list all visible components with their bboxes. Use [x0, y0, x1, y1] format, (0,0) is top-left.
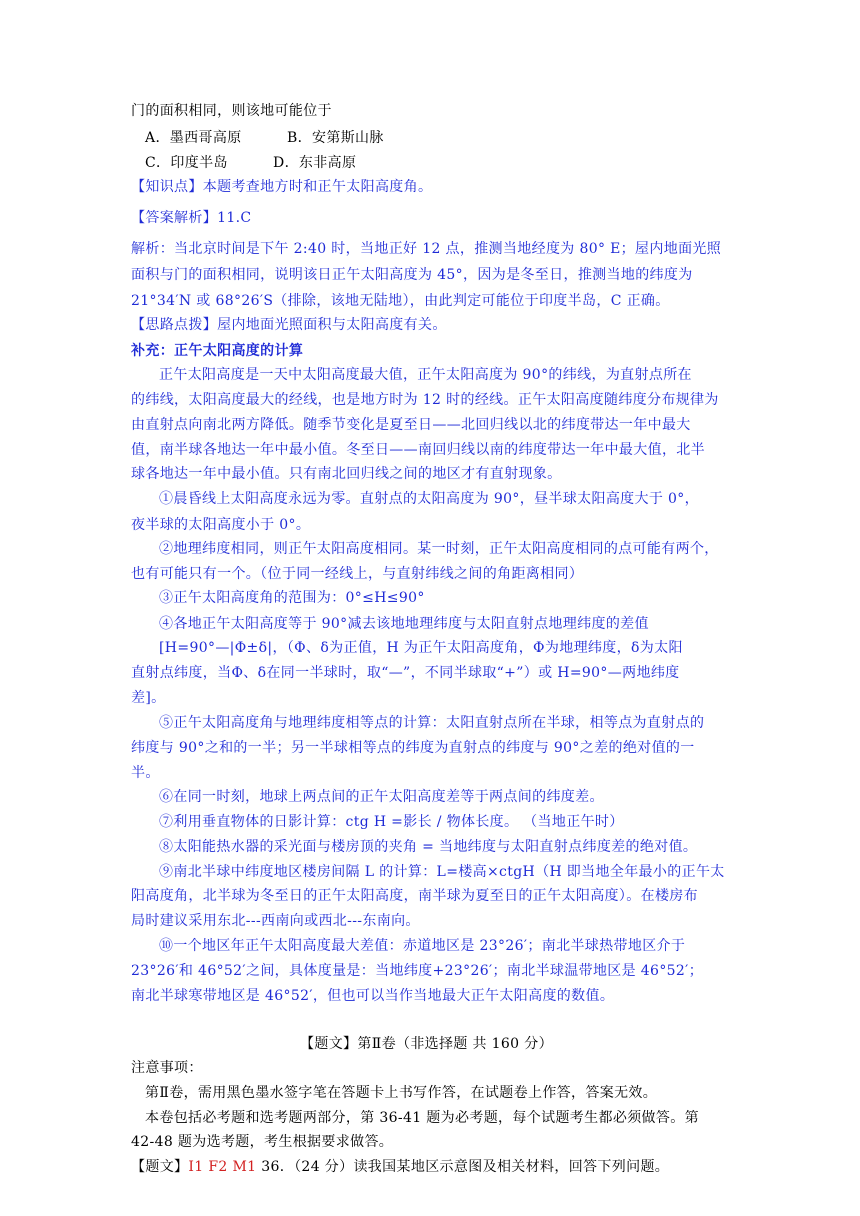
hint-text: 屋内地面光照面积与太阳高度有关。	[217, 317, 447, 333]
supplement-line: [H=90°—|Φ±δ|，（Φ、δ为正值，H 为正午太阳高度角，Φ为地理纬度，δ为太阳	[159, 640, 683, 656]
section2-heading: 【题文】第Ⅱ卷（非选择题 共 160 分）	[300, 1036, 553, 1052]
answer-text: 11.C	[217, 210, 252, 226]
supplement-line: ①晨昏线上太阳高度永远为零。直射点的太阳高度为 90°，昼半球太阳高度大于 0°，	[159, 491, 699, 507]
supplement-line: 半。	[131, 765, 160, 781]
notice-rule-2a: 本卷包括必考题和选考题两部分，第 36-41 题为必考题，每个试题考生都必须做答。第	[145, 1110, 699, 1126]
supplement-line: 也有可能只有一个。（位于同一经线上，与直射纬线之间的角距离相同）	[131, 566, 584, 582]
supplement-line: ⑤正午太阳高度角与地理纬度相等点的计算：太阳直射点所在半球，相等点为直射点的	[159, 715, 705, 731]
supplement-line: 阳高度角，北半球为冬至日的正午太阳高度，南半球为夏至日的正午太阳高度）。在楼房布	[131, 888, 698, 904]
option-c: C．印度半岛	[145, 155, 228, 171]
supplement-line: ②地理纬度相同，则正午太阳高度相同。某一时刻，正午太阳高度相同的点可能有两个，	[159, 541, 719, 557]
supplement-line: 纬度与 90°之和的一半；另一半球相等点的纬度为直射点的纬度与 90°之差的绝对值的一	[131, 740, 695, 756]
answer-tag: 【答案解析】	[131, 210, 218, 226]
supplement-line: 正午太阳高度是一天中太阳高度最大值，正午太阳高度为 90°的纬线，为直射点所在	[159, 367, 692, 383]
knowledge-tag: 【知识点】	[131, 179, 203, 195]
supplement-line: 夜半球的太阳高度小于 0°。	[131, 517, 311, 533]
supplement-line: 直射点纬度，当Φ、δ在同一半球时，取“—”，不同半球取“+”）或 H=90°—两地纬度	[131, 665, 680, 681]
notice-label: 注意事项：	[131, 1060, 203, 1076]
supplement-line: ⑨南北半球中纬度地区楼房间隔 L 的计算：L=楼高×ctgH（H 即当地全年最小的正午太	[159, 864, 725, 880]
knowledge-point	[131, 177, 432, 197]
supplement-line: 由直射点向南北两方降低。随季节变化是夏至日——北回归线以北的纬度带达一年中最大	[131, 417, 691, 433]
supplement-line: ⑥在同一时刻，地球上两点间的正午太阳高度差等于两点间的纬度差。	[159, 789, 604, 805]
supplement-line: 局时建议采用东北---西南向或西北---东南向。	[131, 913, 420, 929]
option-a: A．墨西哥高原	[145, 130, 242, 146]
hint-tag: 【思路点拨】	[131, 317, 218, 333]
option-d: D．东非高原	[273, 155, 357, 171]
supplement-title: 补充：正午太阳高度的计算	[131, 343, 304, 359]
analysis-line-1: 解析：当北京时间是下午 2:40 时，当地正好 12 点，推测当地经度为 80° E；屋内地面光照	[131, 241, 722, 257]
answer-line	[131, 208, 252, 228]
supplement-line: 值，南半球各地达一年中最小值。冬至日——南回归线以南的纬度带达一年中最大值，北半	[131, 442, 705, 458]
supplement-line: ⑧太阳能热水器的采光面与楼房顶的夹角 = 当地纬度与太阳直射点纬度差的绝对值。	[159, 839, 698, 855]
supplement-line: 差]。	[131, 690, 166, 706]
question-tail: 门的面积相同，则该地可能位于	[131, 103, 332, 119]
notice-rule-1: 第Ⅱ卷，需用黑色墨水签字笔在答题卡上书写作答，在试题卷上作答，答案无效。	[145, 1085, 658, 1101]
supplement-line: 南北半球寒带地区是 46°52′，但也可以当作当地最大正午太阳高度的数值。	[131, 988, 615, 1004]
supplement-line: 23°26′和 46°52′之间，具体度量是：当地纬度+23°26′；南北半球温带地区是 46°52′；	[131, 963, 704, 979]
option-b: B．安第斯山脉	[287, 130, 384, 146]
supplement-line: 的纬线，太阳高度最大的经线，也是地方时为 12 时的经线。正午太阳高度随纬度分布规律为	[131, 392, 719, 408]
supplement-line: ③正午太阳高度角的范围为：0°≤H≤90°	[159, 590, 425, 606]
knowledge-text: 本题考查地方时和正午太阳高度角。	[202, 179, 433, 195]
hint-line	[131, 315, 447, 335]
question-36	[131, 1157, 669, 1177]
q36-codes: I1 F2 M1	[188, 1159, 257, 1175]
supplement-line: ⑩一个地区年正午太阳高度最大差值：赤道地区是 23°26′；南北半球热带地区介于	[159, 938, 686, 954]
q36-text: 36．（24 分）读我国某地区示意图及相关材料，回答下列问题。	[256, 1159, 670, 1175]
analysis-line-3: 21°34′N 或 68°26′S（排除，该地无陆地），由此判定可能位于印度半岛，C 正确。	[131, 293, 670, 309]
q36-tag: 【题文】	[131, 1159, 189, 1175]
notice-rule-2b: 42-48 题为选考题，考生根据要求做答。	[131, 1134, 394, 1150]
supplement-line: 球各地达一年中最小值。只有南北回归线之间的地区才有直射现象。	[131, 466, 562, 482]
supplement-line: ⑦利用垂直物体的日影计算：ctg H =影长 / 物体长度。 （当地正午时）	[159, 814, 624, 830]
supplement-line: ④各地正午太阳高度等于 90°减去该地地理纬度与太阳直射点地理纬度的差值	[159, 616, 649, 632]
analysis-line-2: 面积与门的面积相同，说明该日正午太阳高度为 45°，因为是冬至日，推测当地的纬度为	[131, 267, 693, 283]
